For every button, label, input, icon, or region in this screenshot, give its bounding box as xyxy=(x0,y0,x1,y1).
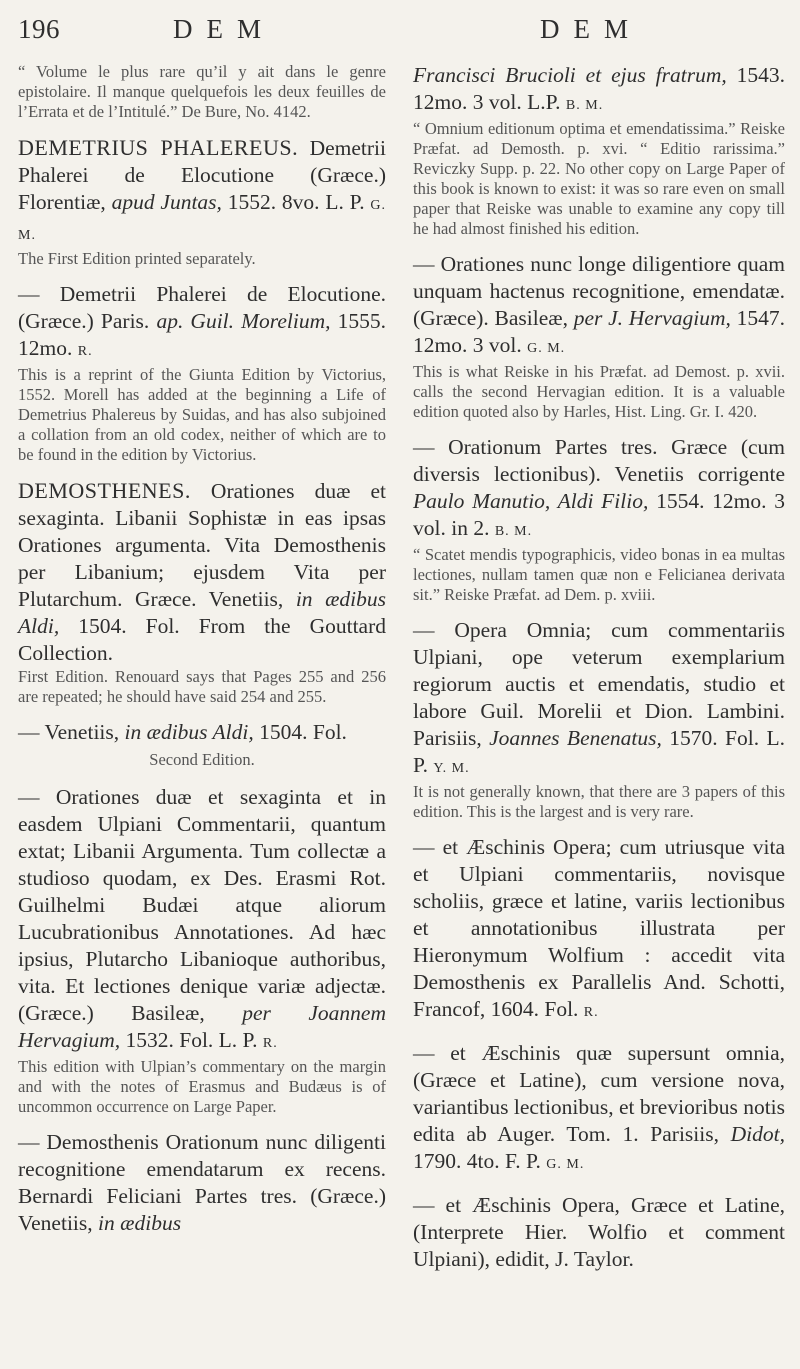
entry-text: 1504. Fol. From the Gouttard Collection. xyxy=(18,614,386,665)
entry-text: 1570. Fol. L. P. xyxy=(413,726,785,777)
entry-imprint: per J. Hervagium, xyxy=(573,306,731,330)
entry-imprint: Francisci Brucioli et ejus fratrum, xyxy=(413,63,727,87)
entry-imprint: in ædibus Aldi, xyxy=(124,720,254,744)
entry-note: This is what Reiske in his Præfat. ad Demost. p. xvii. calls the second Hervagian edition. It is a valuable edition quoted also by Harles, Hist. Ling. Gr. I. 420. xyxy=(413,362,785,421)
entry-r2 xyxy=(413,251,785,362)
entry-text: — et Æschinis Opera; cum utriusque vita et Ulpiani commentariis, novisque scholiis, græce et latine, variis lectionibus et annotationibus illustrata per Hieronymum Wolfium : accedit vita Demosthenis ex Parallelis And. Schotti, Francof, 1604. Fol. xyxy=(413,835,785,1021)
left-running-head: DEM xyxy=(173,14,275,44)
entry-text: Orationes duæ et sexaginta. Libanii Sophistæ in eas ipsas Orationes argumenta. Vita Demosthenis per Libanium; ejusdem Vita per Plutarchum. Græce. Venetiis, xyxy=(18,479,386,611)
entry-r5 xyxy=(413,834,785,1026)
entry-text: 1790. 4to. F. P. xyxy=(413,1149,541,1173)
entry-text: 1504. Fol. xyxy=(259,720,347,744)
entry-note: The First Edition printed separately. xyxy=(18,249,256,268)
entry-r6 xyxy=(413,1040,785,1178)
collection-code: G. M. xyxy=(18,198,387,243)
carry-over-note: “ Volume le plus rare qu’il y ait dans le genre epistolaire. Il manque quelquefois les deux feuilles de l’Errata et de l’Intitulé.” De Bure, No. 4142. xyxy=(18,62,386,121)
entry-text: 1532. Fol. L. P. xyxy=(125,1028,258,1052)
entry-imprint: ap. Guil. Morelium, xyxy=(156,309,331,333)
author-heading-demosthenes: DEMOSTHENES. xyxy=(18,478,191,503)
entry-r7 xyxy=(413,1192,785,1273)
entry-demosthenes-4 xyxy=(18,1129,386,1237)
entry-r3 xyxy=(413,434,785,545)
entry-text: — Orationes nunc longe diligentiore quam unquam hactenus recognitione, emendatæ. (Græce). Basileæ, xyxy=(413,252,785,330)
entry-imprint: in ædibus Aldi, xyxy=(18,587,387,638)
entry-text: — et Æschinis Opera, Græce et Latine, (Interprete Hier. Wolfio et comment Ulpiani), edidit, J. Taylor. xyxy=(413,1193,785,1271)
collection-code: R. xyxy=(262,1036,278,1051)
left-column xyxy=(18,62,386,1237)
entry-text: — Demetrii Phalerei de Elocutione. (Græce.) Paris. xyxy=(18,282,386,333)
collection-code: B. M. xyxy=(565,98,604,113)
spacer xyxy=(413,1178,785,1192)
entry-continued xyxy=(413,62,785,119)
entry-text: — Demosthenis Orationum nunc diligenti recognitione emendatarum ex recens. Bernardi Feliciani Partes tres. (Græce.) Venetiis, xyxy=(18,1130,386,1235)
entry-text: 1547. 12mo. 3 vol. xyxy=(413,306,785,357)
entry-demosthenes-2 xyxy=(18,719,386,746)
entry-text: — Orationes duæ et sexaginta et in easdem Ulpiani Commentarii, quantum extat; Libanii Argumenta. Tum collectæ a studioso quodam, ex Des. Erasmi Rot. Guilhelmi Budæi atque aliorum Lucubrationibus Annotationes. Ad hæc ipsius, Plutarcho Libanioque authoribus, vita. Et lectiones denique variæ adjectæ. (Græce.) Basileæ, xyxy=(18,785,386,1025)
entry-text: 1543. 12mo. 3 vol. L.P. xyxy=(413,63,785,114)
entry-text: 1554. 12mo. 3 vol. in 2. xyxy=(413,489,785,540)
entry-note: This is a reprint of the Giunta Edition by Victorius, 1552. Morell has added at the beginning a Life of Demetrius Phalereus by Suidas, and has also subjoined a collation from an old codex, neither of which are to be found in the edition by Victorius. xyxy=(18,365,386,464)
entry-text: 1552. 8vo. L. P. xyxy=(227,190,365,214)
page-number: 196 xyxy=(18,14,60,44)
entry-imprint: per Joannem Hervagium, xyxy=(18,1001,386,1052)
entry-demetrius-2 xyxy=(18,281,386,365)
entry-imprint: Joannes Benenatus, xyxy=(489,726,662,750)
entry-text: — Venetiis, xyxy=(18,720,120,744)
collection-code: G. M. xyxy=(546,1157,585,1172)
collection-code: R. xyxy=(583,1005,599,1020)
entry-note: Second Edition. xyxy=(149,750,255,769)
entry-text: 1555. 12mo. xyxy=(18,309,387,360)
entry-demosthenes-1 xyxy=(18,477,386,667)
entry-note: “ Scatet mendis typographicis, video bonas in ea multas lectiones, nullam tamen quæ non e Felicianea derivata sit.” Reiske Præfat. ad Dem. p. xviii. xyxy=(413,545,785,604)
right-running-head: DEM xyxy=(540,14,642,44)
entry-note: “ Omnium editionum optima et emendatissima.” Reiske Præfat. ad Demosth. p. xvi. “ Editio rarissima.” Reviczky Supp. p. 22. No other copy on Large Paper of this book is known to exist: it was so rare even on small paper that Reiske was unable to examine any copy till he had almost finished his edition. xyxy=(413,119,785,238)
entry-imprint: Paulo Manutio, Aldi Filio, xyxy=(413,489,649,513)
entry-imprint: apud Juntas, xyxy=(111,190,222,214)
collection-code: B. M. xyxy=(494,524,533,539)
entry-text: — Opera Omnia; cum commentariis Ulpiani, ope veterum exemplarium regiorum auctis et emendatis, studio et labore Guil. Morelii et Dion. Lambini. Parisiis, xyxy=(413,618,785,750)
right-column xyxy=(413,62,785,1273)
entry-r4 xyxy=(413,617,785,782)
entry-text: Demetrii Phalerei de Elocutione (Græce.) Florentiæ, xyxy=(18,136,386,214)
entry-text: — Orationum Partes tres. Græce (cum diversis lectionibus). Venetiis corrigente xyxy=(413,435,785,486)
entry-note: This edition with Ulpian’s commentary on the margin and with the notes of Erasmus and Budæus is of uncommon occurrence on Large Paper. xyxy=(18,1057,386,1116)
entry-demetrius-1 xyxy=(18,134,386,249)
author-heading-demetrius: DEMETRIUS PHALEREUS. xyxy=(18,135,299,160)
collection-code: G. M. xyxy=(527,341,566,356)
spacer xyxy=(413,1026,785,1040)
running-header xyxy=(18,14,782,54)
entry-imprint: Didot, xyxy=(730,1122,785,1146)
entry-text: — et Æschinis quæ supersunt omnia, (Græce et Latine), cum versione nova, variantibus lectionibus, et brevioribus notis edita ab Auger. Tom. 1. Parisiis, xyxy=(413,1041,786,1146)
entry-demosthenes-3 xyxy=(18,784,386,1057)
entry-note: It is not generally known, that there are 3 papers of this edition. This is the largest and is very rare. xyxy=(413,782,785,821)
entry-imprint: in ædibus xyxy=(98,1211,182,1235)
entry-note: First Edition. Renouard says that Pages 255 and 256 are repeated; he should have said 254 and 255. xyxy=(18,667,386,706)
collection-code: R. xyxy=(77,344,93,359)
collection-code: Y. M. xyxy=(433,761,470,776)
